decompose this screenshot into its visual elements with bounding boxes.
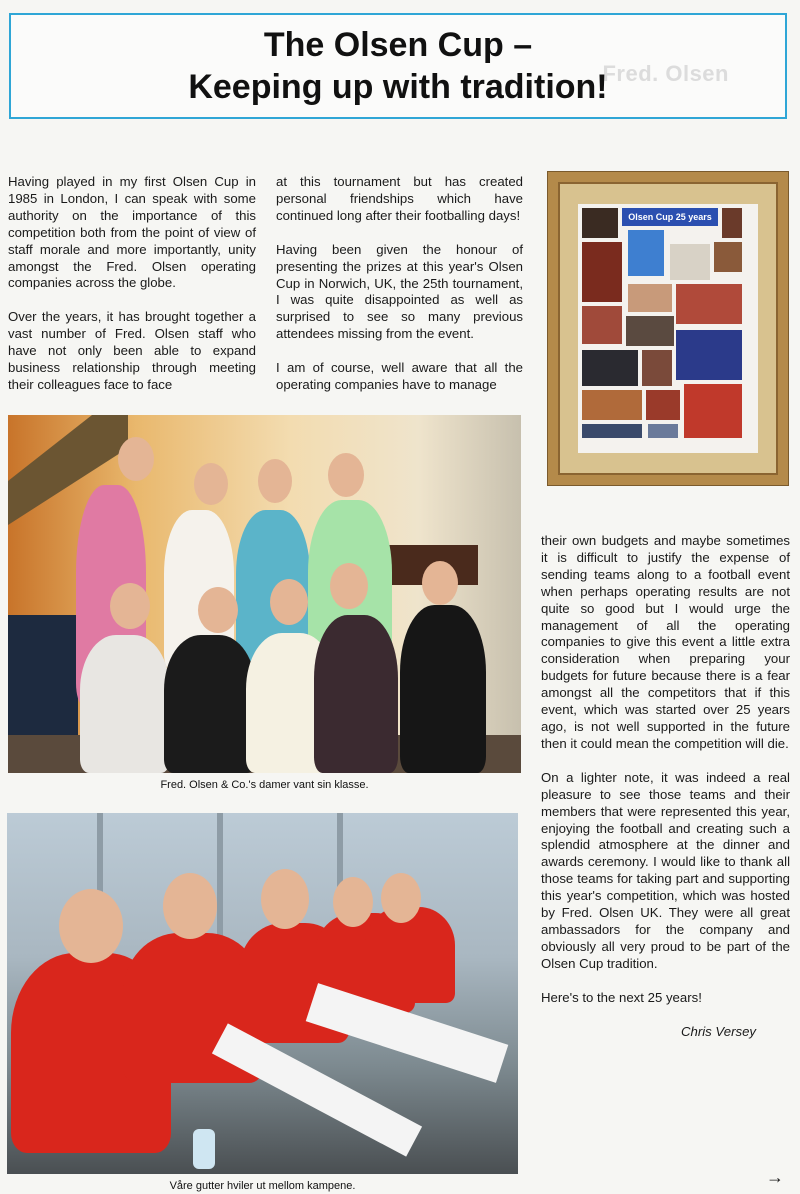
page-title — [188, 24, 607, 108]
title-line-1: The Olsen Cup – — [263, 26, 533, 64]
photo-men-team-resting — [7, 813, 518, 1174]
title-box — [9, 13, 787, 119]
photo-caption: Våre gutter hviler ut mellom kampene. — [169, 1180, 356, 1192]
poster-title: Olsen Cup 25 years — [622, 208, 718, 226]
title-ghost-text: Fred. Olsen — [602, 61, 729, 86]
paragraph: Over the years, it has brought together a vast number of Fred. Olsen staff who have not only been able to expand business relationship through meeting their colleagues face to face — [8, 309, 256, 392]
author-signature: Chris Versey — [681, 1023, 756, 1039]
framed-poster-photo — [548, 172, 788, 485]
next-page-arrow-icon[interactable]: → — [766, 1167, 784, 1187]
paragraph: at this tournament but has created personal friendships which have continued long after their footballing days! — [276, 174, 523, 223]
paragraph: Here's to the next 25 years! — [541, 989, 702, 1005]
photo-caption: Fred. Olsen & Co.'s damer vant sin klasse. — [160, 779, 369, 791]
article-column-1 — [8, 174, 256, 411]
paragraph: On a lighter note, it was indeed a real pleasure to see those teams and their members that were represented this year, enjoying the football and creating such a splendid atmosphere at the dinner and awards ceremony. I would like to thank all those teams for taking part and supporting this year's competition, which was hosted by Fred. Olsen UK. They were all great ambassadors for the company and obviously all very proud to be part of the Olsen Cup tradition. — [541, 769, 790, 971]
paragraph: their own budgets and maybe sometimes it is difficult to justify the expense of sending teams along to a football event when perhaps operating results are not quite so good but I would urge the management of all the operating companies to give this event a little extra consideration when preparing your budgets for future because there is a fear amongst all the competitors that if this event, which was started over 25 years ago, is not well supported in the future then it could mean the competition will die. — [541, 533, 790, 751]
photo-women-team-trophies — [8, 415, 521, 773]
article-column-3 — [541, 533, 790, 1040]
paragraph: Having played in my first Olsen Cup in 1985 in London, I can speak with some authority on the importance of this competition both from the point of view of staff morale and more importantly, unity amongst the Fred. Olsen operating companies across the globe. — [8, 174, 256, 291]
article-column-2 — [276, 174, 523, 411]
paragraph: I am of course, well aware that all the operating companies have to manage — [276, 360, 523, 393]
title-line-2: Keeping up with tradition! — [188, 68, 608, 106]
paragraph: Having been given the honour of presenting the prizes at this year's Olsen Cup in Norwich, UK, the 25th tournament, I was quite disappointed as well as surprised to see so many previous attendees missing from the event. — [276, 241, 523, 342]
poster-collage — [578, 204, 758, 453]
